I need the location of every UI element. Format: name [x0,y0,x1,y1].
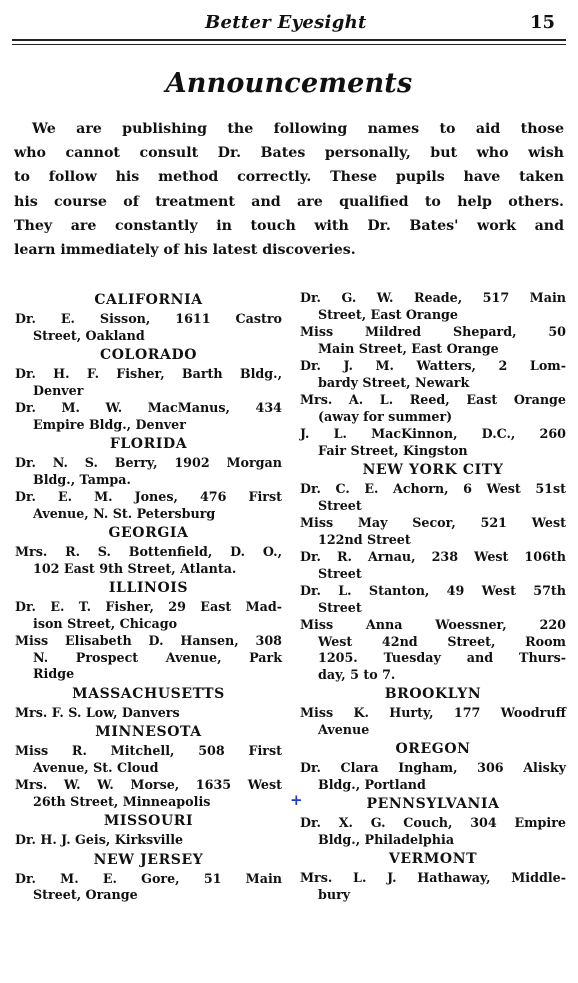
practitioner-entry [15,599,282,632]
entry-name-line: Mrs. R. S. Bottenfield, D. O., [15,544,282,559]
state-heading: MASSACHUSETTS [72,685,225,702]
entry-name-line: Dr. X. G. Couch, 304 Empire [300,815,566,830]
listing-section [300,684,566,738]
entry-address-line: (away for summer) [318,408,453,424]
listing-section [300,290,566,459]
entry-address-line: Street, East Orange [318,306,458,322]
page-number: 15 [530,12,556,33]
state-heading: FLORIDA [109,436,188,452]
listing-section [15,290,282,344]
practitioner-entry [15,400,282,433]
entry-address-line: Street [318,565,362,581]
entry-address-line: Street [318,599,362,615]
entry-name-line: Dr. H. F. Fisher, Barth Bldg., [15,366,282,381]
listing-section [15,345,282,433]
practitioner-entry [15,743,282,776]
practitioner-entry [15,489,282,522]
state-heading: GEORGIA [108,525,189,541]
entry-address-line: Street, Oakland [33,327,145,343]
entry-name-line: Miss Elisabeth D. Hansen, 308 [15,633,282,648]
entry-address-line: Street [318,497,362,513]
intro-line: his course of treatment and are qualified to help others. [14,193,564,210]
entry-name-line: Dr. H. J. Geis, Kirksville [15,832,184,847]
practitioner-entry [300,481,566,514]
entry-address-line: Bldg., Tampa. [33,471,131,487]
entry-name-line: Mrs. A. L. Reed, East Orange [300,392,566,407]
entry-name-line: Dr. M. W. MacManus, 434 [15,400,282,415]
listing-section [15,434,282,522]
plus-mark-icon: + [290,791,303,809]
entry-name-line: Dr. E. T. Fisher, 29 East Mad- [15,599,282,614]
listing-section [15,578,282,683]
practitioner-entry [300,617,566,683]
intro-line: to follow his method correctly. These pupils have taken [14,169,564,186]
entry-address-line: Avenue, St. Cloud [33,759,159,775]
practitioner-entry [15,311,282,344]
listing-section [15,684,282,722]
entry-address-line: Main Street, East Orange [318,340,499,356]
entry-name-line: Mrs. L. J. Hathaway, Middle- [300,870,566,885]
intro-line: We are publishing the following names to aid those [32,121,564,137]
entry-address-line: day, 5 to 7. [318,666,396,682]
entry-address-line: N. Prospect Avenue, Park [33,649,282,665]
entry-name-line: Mrs. W. W. Morse, 1635 West [15,777,282,792]
practitioner-entry [300,583,566,616]
state-heading: NEW JERSEY [93,851,204,868]
running-header [0,0,578,44]
practitioner-entry [300,515,566,548]
intro-line: They are constantly in touch with Dr. Bates' work and [14,217,564,234]
header-rule [12,39,566,41]
entry-address-line: 1205. Tuesday and Thurs- [318,650,566,665]
practitioner-entry [15,544,282,577]
listing-section [300,794,566,848]
entry-name-line: Dr. M. E. Gore, 51 Main [15,870,282,886]
entry-address-line: West 42nd Street, Room [318,633,566,649]
entry-name-line: Miss May Secor, 521 West [300,515,566,530]
practitioner-entry [300,324,566,357]
entry-address-line: Empire Bldg., Denver [33,416,186,432]
practitioner-entry [300,815,566,848]
practitioner-entry [300,760,566,793]
entry-address-line: ison Street, Chicago [33,615,178,631]
entry-address-line: Avenue [318,721,370,737]
listing-column-left [15,290,282,905]
state-heading: MISSOURI [103,813,194,829]
state-heading: CALIFORNIA [94,292,203,308]
entry-name-line: Dr. L. Stanton, 49 West 57th [300,583,566,598]
entry-name-line: Dr. Clara Ingham, 306 Alisky [300,760,566,775]
listing-section [15,850,282,904]
entry-name-line: Mrs. F. S. Low, Danvers [15,704,180,720]
practitioner-entry [15,633,282,683]
entry-address-line: bury [318,886,351,902]
practitioner-entry [300,358,566,391]
entry-address-line: 102 East 9th Street, Atlanta. [33,560,237,576]
listing-section [15,811,282,849]
entry-address-line: 122nd Street [318,531,411,547]
header-rule-thin [12,44,566,45]
practitioner-entry [15,366,282,399]
entry-name-line: Dr. E. Sisson, 1611 Castro [15,311,282,326]
intro-line: learn immediately of his latest discoveries. [14,242,356,259]
entry-name-line: Dr. E. M. Jones, 476 First [15,489,282,504]
listing-column-right [300,290,566,904]
entry-name-line: Dr. C. E. Achorn, 6 West 51st [300,481,566,496]
practitioner-entry [15,871,282,904]
state-heading: NEW YORK CITY [362,462,504,478]
state-heading: COLORADO [99,347,197,363]
entry-name-line: Dr. G. W. Reade, 517 Main [300,290,566,305]
practitioner-entry [300,705,566,738]
entry-address-line: Bldg., Portland [318,776,426,792]
listing-section [15,722,282,810]
practitioner-entry [300,426,566,459]
practitioner-entry [300,392,566,425]
entry-address-line: Denver [33,382,84,398]
practitioner-entry [15,455,282,488]
state-heading: MINNESOTA [95,724,202,740]
intro-paragraph [14,117,564,262]
entry-name-line: Dr. J. M. Watters, 2 Lom- [300,358,566,373]
state-heading: BROOKLYN [384,686,482,702]
practitioner-entry [15,705,282,722]
journal-title: Better Eyesight [205,12,367,33]
entry-name-line: Miss Mildred Shepard, 50 [300,324,566,339]
entry-address-line: Bldg., Philadelphia [318,831,455,847]
state-heading: OREGON [395,741,471,757]
entry-address-line: Fair Street, Kingston [318,442,468,458]
intro-line: who cannot consult Dr. Bates personally, but who wish [14,145,564,162]
entry-address-line: 26th Street, Minneapolis [33,793,211,809]
entry-name-line: Miss Anna Woessner, 220 [300,617,566,632]
entry-address-line: bardy Street, Newark [318,374,470,390]
state-heading: PENNSYLVANIA [366,796,500,812]
practitioner-entry [15,832,282,849]
listing-section [300,739,566,793]
listing-section [15,523,282,577]
entry-address-line: Avenue, N. St. Petersburg [33,505,216,521]
entry-name-line: Miss K. Hurty, 177 Woodruff [300,705,566,720]
entry-name-line: Miss R. Mitchell, 508 First [15,743,282,758]
state-heading: VERMONT [388,851,478,867]
entry-address-line: Ridge [33,666,75,681]
practitioner-entry [300,290,566,323]
entry-name-line: Dr. N. S. Berry, 1902 Morgan [15,455,282,470]
entry-address-line: Street, Orange [33,887,138,902]
listing-section [300,460,566,683]
page-title: Announcements [165,68,413,99]
entry-name-line: J. L. MacKinnon, D.C., 260 [300,426,566,441]
entry-name-line: Dr. R. Arnau, 238 West 106th [300,549,566,564]
practitioner-entry [300,549,566,582]
listing-section [300,849,566,903]
state-heading: ILLINOIS [108,580,189,596]
practitioner-entry [300,870,566,903]
practitioner-entry [15,777,282,810]
